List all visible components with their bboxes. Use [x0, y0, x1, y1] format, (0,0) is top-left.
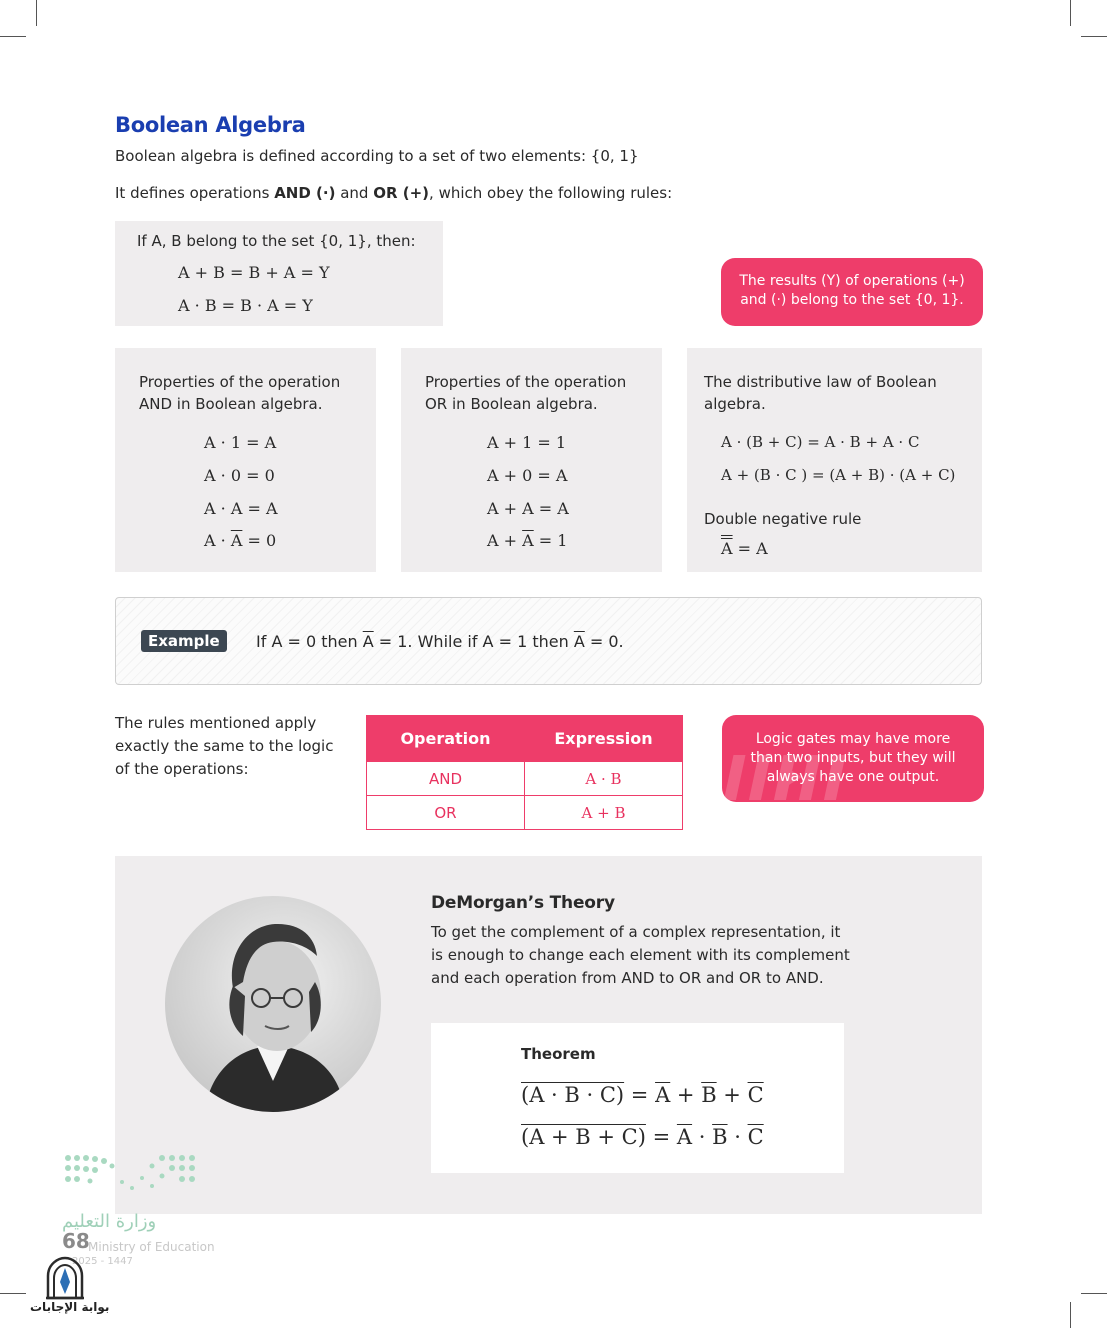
and-eq-idempotent: A · A = A — [204, 499, 278, 518]
operation-table — [366, 715, 683, 830]
intro-definition: Boolean algebra is defined according to a set of two elements: {0, 1} — [115, 147, 639, 165]
demorgan-portrait — [165, 896, 381, 1112]
rule-eq-product: A · B = B · A = Y — [178, 296, 313, 315]
and-eq-null: A · 0 = 0 — [204, 466, 275, 485]
table-row — [367, 796, 683, 830]
example-text: If A = 0 then $\overline{A} = 1$. While if A = 1 then $\overline{A} = 0$. — [256, 632, 624, 651]
distributive-eq-or: A + (B · C ) = (A + B) · (A + C) — [721, 466, 956, 484]
crop-mark — [0, 1293, 26, 1294]
theorem-label: Theorem — [521, 1045, 596, 1063]
double-negative-eq: A = A — [721, 539, 768, 558]
site-logo-icon — [44, 1256, 86, 1300]
crop-mark — [1081, 1293, 1107, 1294]
crop-mark — [1070, 0, 1071, 26]
rule-eq-sum: A + B = B + A = Y — [178, 263, 330, 282]
crop-mark — [36, 0, 37, 26]
table-header-operation: Operation — [367, 716, 525, 762]
distributive-law-box — [687, 348, 982, 572]
table-cell-operation: AND — [367, 762, 525, 796]
demorgan-title: DeMorgan’s Theory — [431, 893, 615, 913]
results-note: The results (Y) of operations (+) and (·) belong to the set {0, 1}. — [721, 258, 983, 326]
example-badge: Example — [141, 630, 227, 652]
theorem-eq-and: $(A \cdot B \cdot C) = \overline{A} + \overline{B} + \overline{C}$ — [521, 1083, 764, 1107]
logic-gates-note: Logic gates may have more than two inputs, but they will always have one output. — [722, 715, 984, 802]
and-properties-box — [115, 348, 376, 572]
or-eq-domination: A + 1 = 1 — [487, 433, 567, 452]
page-number: 68 — [62, 1229, 90, 1253]
distributive-heading: The distributive law of Boolean algebra. — [704, 373, 937, 413]
theorem-eq-or: $(A + B + C) = \overline{A} \cdot \overline{B} \cdot \overline{C}$ — [521, 1125, 764, 1149]
table-cell-expression: A + B — [525, 796, 683, 830]
example-box — [115, 597, 982, 685]
and-eq-complement: $A \cdot \overline{A} = 0$ — [204, 531, 277, 550]
commutative-rule-box — [115, 221, 443, 326]
and-eq-identity: A · 1 = A — [204, 433, 277, 452]
demorgan-panel — [115, 856, 982, 1214]
distributive-eq-and: A · (B + C) = A · B + A · C — [721, 433, 920, 451]
table-cell-operation: OR — [367, 796, 525, 830]
crop-mark — [0, 36, 26, 37]
or-properties-box — [401, 348, 662, 572]
or-eq-idempotent: A + A = A — [487, 499, 569, 518]
or-properties-heading: Properties of the operation OR in Boolean algebra. — [425, 373, 627, 413]
double-negative-heading: Double negative rule — [704, 510, 862, 528]
ministry-logo-dots — [62, 1152, 202, 1202]
and-properties-heading: Properties of the operation AND in Boolean algebra. — [139, 373, 341, 413]
demorgan-description: To get the complement of a complex representation, it is enough to change each element with its complement and each operation from AND to OR and OR to AND. — [431, 923, 850, 987]
crop-mark — [1070, 1302, 1071, 1328]
crop-mark — [1081, 36, 1107, 37]
table-cell-expression: A · B — [525, 762, 683, 796]
or-eq-identity: A + 0 = A — [487, 466, 568, 485]
table-header-expression: Expression — [525, 716, 683, 762]
academic-year: 2025 - 1447 — [72, 1256, 133, 1267]
apply-text: The rules mentioned apply exactly the same to the logic of the operations: — [115, 714, 334, 778]
site-name-arabic: بوابة الإجابات — [30, 1300, 110, 1314]
rule-intro: If A, B belong to the set {0, 1}, then: — [137, 232, 416, 250]
or-eq-complement: $A + \overline{A} = 1$ — [487, 531, 568, 550]
intro-operations: It defines operations AND (·) and OR (+), which obey the following rules: — [115, 184, 673, 202]
page-title: Boolean Algebra — [115, 113, 306, 137]
and-label: AND (·) — [274, 184, 336, 202]
ministry-name-english: Ministry of Education — [88, 1240, 215, 1254]
table-row — [367, 762, 683, 796]
ministry-name-arabic: وزارة التعليم — [62, 1211, 157, 1232]
or-label: OR (+) — [373, 184, 430, 202]
theorem-box — [431, 1023, 844, 1173]
portrait-illustration — [165, 896, 381, 1112]
